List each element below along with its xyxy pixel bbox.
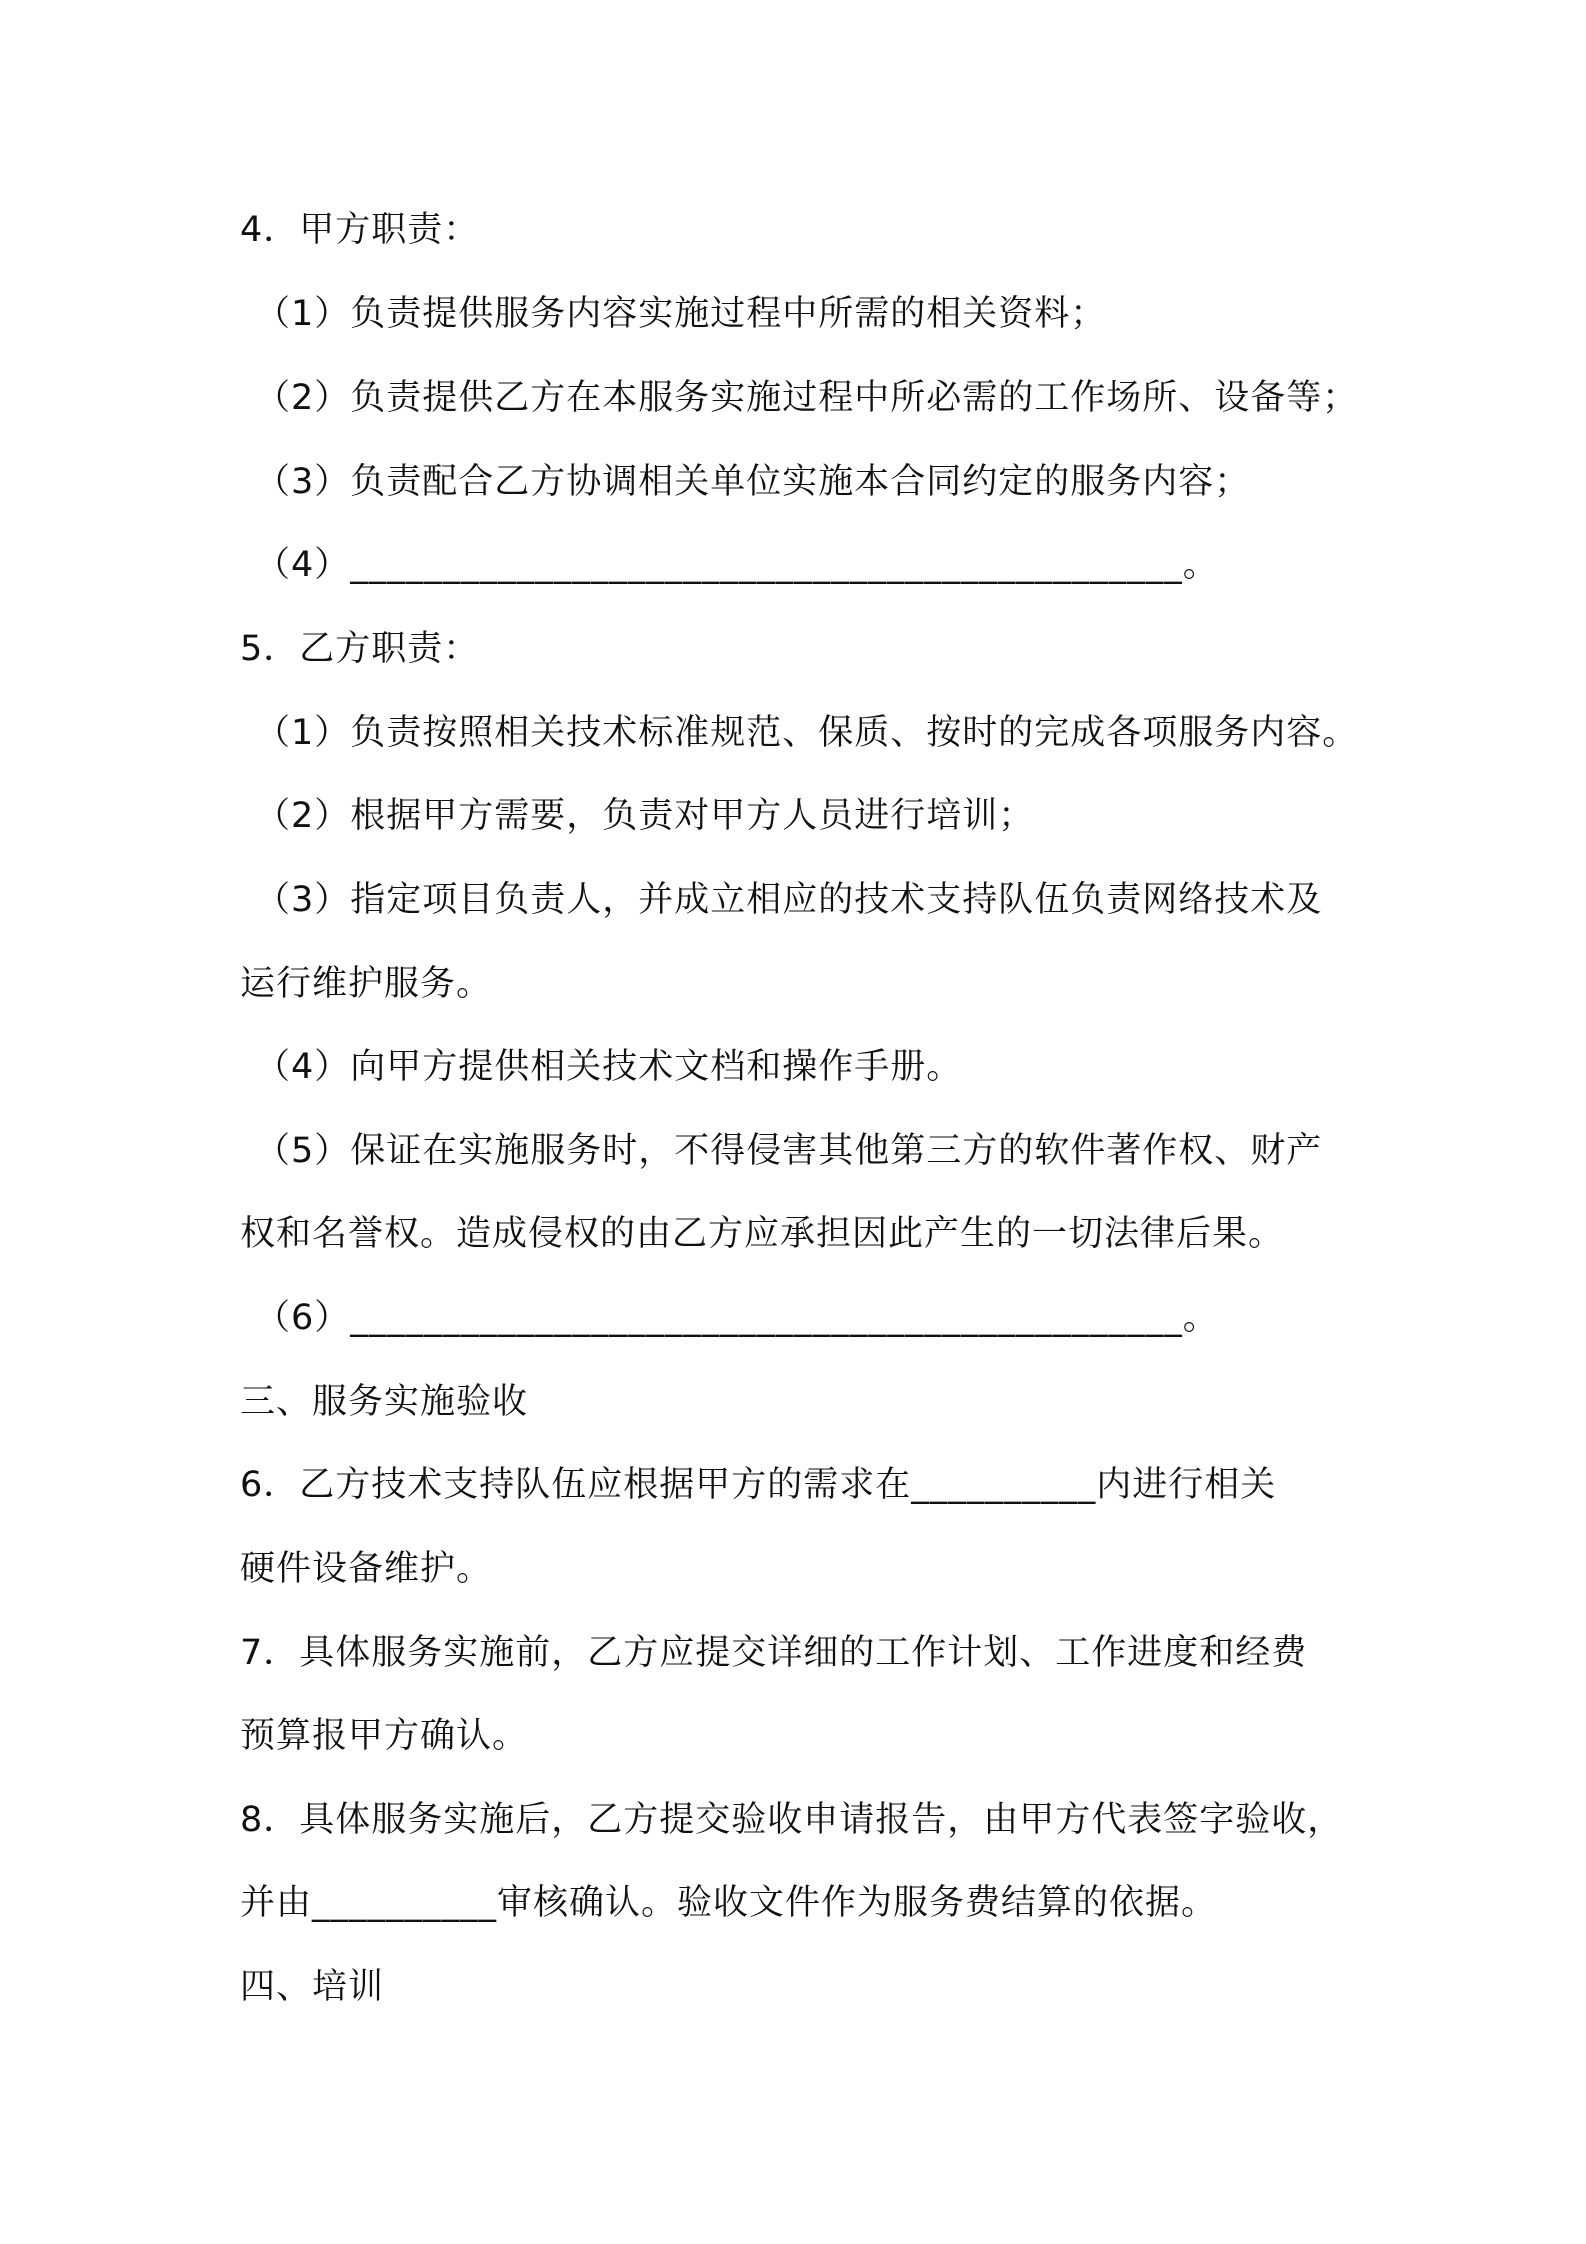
clause-8-cont: 并由__________审核确认。验收文件作为服务费结算的依据。 (240, 1883, 1218, 1923)
clause-7-cont: 预算报甲方确认。 (240, 1716, 529, 1756)
clause-5-heading: 5．乙方职责： (240, 629, 480, 669)
clause-4-item-2: （2）负责提供乙方在本服务实施过程中所必需的工作场所、设备等； (255, 378, 1359, 418)
clause-5-item-1: （1）负责按照相关技术标准规范、保质、按时的完成各项服务内容。 (255, 713, 1359, 753)
clause-5-item-2: （2）根据甲方需要，负责对甲方人员进行培训； (255, 796, 1035, 836)
clause-5-item-3-cont: 运行维护服务。 (240, 964, 493, 1004)
clause-6: 6．乙方技术支持队伍应根据甲方的需求在__________内进行相关 (240, 1465, 1277, 1505)
clause-7: 7．具体服务实施前，乙方应提交详细的工作计划、工作进度和经费 (240, 1633, 1308, 1673)
clause-4-item-3: （3）负责配合乙方协调相关单位实施本合同约定的服务内容； (255, 462, 1251, 502)
clause-4-item-4-blank: （4）_____________________________________________。 (255, 545, 1219, 585)
clause-5-item-4: （4）向甲方提供相关技术文档和操作手册。 (255, 1047, 963, 1087)
section-4-heading: 四、培训 (240, 1967, 385, 2007)
clause-4-item-1: （1）负责提供服务内容实施过程中所需的相关资料； (255, 294, 1107, 334)
clause-5-item-5-cont: 权和名誉权。造成侵权的由乙方应承担因此产生的一切法律后果。 (240, 1214, 1285, 1254)
clause-4-heading: 4．甲方职责： (240, 210, 480, 250)
section-3-heading: 三、服务实施验收 (240, 1382, 529, 1422)
clause-5-item-6-blank: （6）_____________________________________________。 (255, 1298, 1219, 1338)
clause-8: 8．具体服务实施后，乙方提交验收申请报告，由甲方代表签字验收， (240, 1800, 1344, 1840)
clause-5-item-3: （3）指定项目负责人，并成立相应的技术支持队伍负责网络技术及 (255, 880, 1323, 920)
clause-6-cont: 硬件设备维护。 (240, 1549, 493, 1589)
clause-5-item-5: （5）保证在实施服务时，不得侵害其他第三方的软件著作权、财产 (255, 1131, 1323, 1171)
